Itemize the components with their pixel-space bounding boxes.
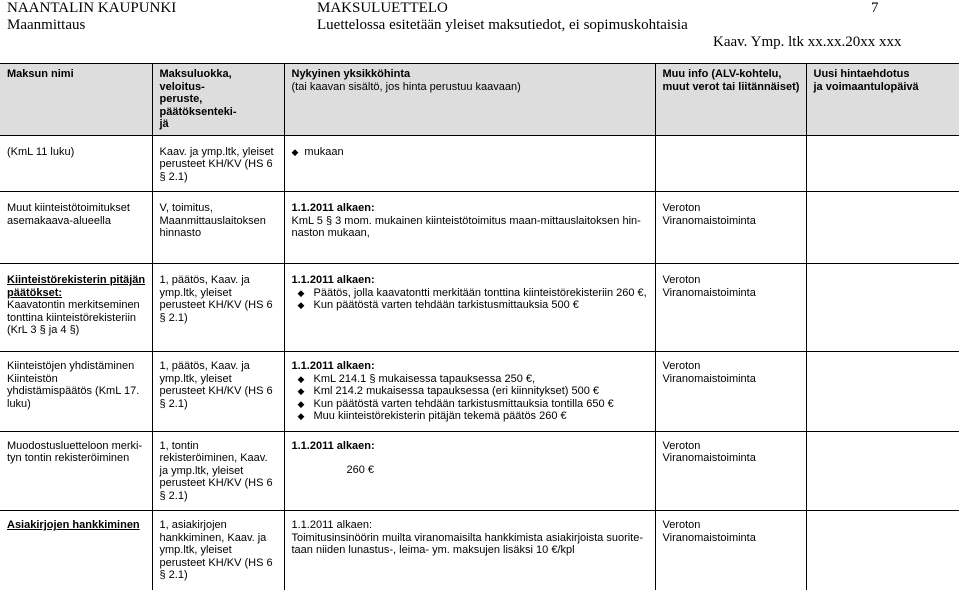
row-activity-type: Viranomaistoiminta	[662, 531, 756, 544]
row-class: 1, asiakirjojen hankkiminen, Kaav. ja ymp.ltk, yleiset perusteet KH/KV (HS 6 § 2.1)	[152, 511, 284, 590]
col-header-price	[284, 64, 655, 136]
row-name	[0, 511, 152, 590]
row-tax-status: Veroton	[662, 274, 701, 286]
row-price-heading: 1.1.2011 alkaen:	[291, 360, 375, 372]
header-page-number: 7	[871, 0, 879, 16]
row-info	[655, 192, 806, 264]
row-price	[284, 192, 655, 264]
row-price-heading: 1.1.2011 alkaen:	[291, 519, 373, 531]
table-header-row	[0, 64, 959, 136]
row-class: V, toimitus, Maanmittauslaitoksen hinnasto	[152, 192, 284, 264]
row-activity-type: Viranomaistoiminta	[662, 286, 756, 299]
header-appendix: MAKSULUETTELO	[317, 0, 448, 16]
row-activity-type: Viranomaistoiminta	[662, 452, 756, 464]
row-price-heading: 1.1.2011 alkaen:	[291, 202, 375, 214]
row-price-heading: 1.1.2011 alkaen:	[291, 439, 375, 452]
col-header-price-note: (tai kaavan sisältö, jos hinta perustuu kaavaan)	[291, 80, 521, 93]
col-header-name: Maksun nimi	[0, 64, 152, 136]
row-info	[655, 264, 806, 352]
table-row	[0, 511, 959, 590]
row-class: Kaav. ja ymp.ltk, yleiset perusteet KH/KV (HS 6 § 2.1)	[152, 135, 284, 192]
col-header-class: Maksuluokka, veloitus- peruste, päätöksenteki- jä	[152, 64, 284, 136]
table-row	[0, 192, 959, 264]
row-info	[655, 352, 806, 432]
row-price-bullets	[292, 287, 649, 312]
row-tax-status: Veroton	[662, 202, 701, 214]
row-price	[284, 264, 655, 352]
row-activity-type: Viranomaistoiminta	[662, 214, 756, 227]
fee-table	[0, 63, 959, 590]
row-tax-status: Veroton	[662, 360, 701, 372]
header-subtitle: Luettelossa esitetään yleiset maksutiedot, ei sopimuskohtaisia	[317, 17, 688, 33]
row-price-text: 260 €	[346, 464, 375, 476]
list-item: ◆ Kml 214.2 mukaisessa tapauksessa (eri kiinnitykset) 500 €	[292, 385, 649, 398]
row-price-bullets	[292, 373, 649, 423]
header-approval: Kaav. Ymp. ltk xx.xx.20xx xxx	[713, 34, 902, 50]
col-header-price-title: Nykyinen yksikköhinta	[291, 68, 411, 80]
row-name: Muodostusluetteloon merki-tyn tontin rekisteröiminen	[7, 439, 143, 464]
header-department: Maanmittaus	[7, 17, 86, 33]
row-activity-type: Viranomaistoiminta	[662, 372, 756, 385]
list-item: ◆ Päätös, jolla kaavatontti merkitään tonttina kiinteistörekisteriin 260 €,	[292, 287, 649, 300]
row-info	[655, 135, 806, 192]
row-new-price	[806, 511, 959, 590]
col-header-info: Muu info (ALV-kohtelu, muut verot tai liitännäiset)	[655, 64, 806, 136]
row-name: Muut kiinteistötoimitukset asemakaava-alueella	[7, 202, 130, 227]
list-item: ◆ Muu kiinteistörekisterin pitäjän tekemä päätös 260 €	[292, 410, 649, 423]
table-row	[0, 264, 959, 352]
row-price	[284, 135, 655, 192]
row-new-price	[806, 135, 959, 192]
row-price	[284, 352, 655, 432]
row-name-title: Asiakirjojen hankkiminen	[7, 519, 140, 531]
row-class: 1, päätös, Kaav. ja ymp.ltk, yleiset perusteet KH/KV (HS 6 § 2.1)	[152, 352, 284, 432]
row-name-title: Kiinteistörekisterin pitäjän päätökset:	[7, 274, 146, 299]
table-row	[0, 135, 959, 192]
row-price-heading: 1.1.2011 alkaen:	[291, 274, 375, 286]
row-name-rest: Kaavatontin merkitseminen tonttina kiinteistörekisteriin (KrL 3 § ja 4 §)	[7, 299, 140, 336]
row-class: 1, tontin rekisteröiminen, Kaav. ja ymp.ltk, yleiset perusteet KH/KV (HS 6 § 2.1)	[152, 431, 284, 511]
list-item: ◆ Kun päätöstä varten tehdään tarkistusmittauksia tontilla 650 €	[292, 398, 649, 411]
row-name: Kiinteistöjen yhdistäminen Kiinteistön yhdistämispäätös (KmL 17. luku)	[7, 360, 140, 410]
row-tax-status: Veroton	[662, 439, 701, 452]
row-price-text: KmL 5 § 3 mom. mukainen kiinteistötoimitus maan-mittauslaitoksen hin-naston mukaan,	[291, 214, 641, 239]
row-new-price	[806, 192, 959, 264]
row-class: 1, päätös, Kaav. ja ymp.ltk, yleiset perusteet KH/KV (HS 6 § 2.1)	[152, 264, 284, 352]
row-info	[655, 511, 806, 590]
row-info	[655, 431, 806, 511]
diamond-bullet-icon	[292, 146, 305, 158]
table-row	[0, 352, 959, 432]
list-item: ◆ KmL 214.1 § mukaisessa tapauksessa 250 €,	[292, 373, 649, 386]
row-price	[284, 431, 655, 511]
row-tax-status: Veroton	[662, 519, 701, 531]
list-item: ◆ Kun päätöstä varten tehdään tarkistusmittauksia 500 €	[292, 299, 649, 312]
header-org: NAANTALIN KAUPUNKI	[7, 0, 177, 16]
row-name	[0, 264, 152, 352]
row-price	[284, 511, 655, 590]
table-row	[0, 431, 959, 511]
row-price-text: mukaan	[304, 145, 344, 158]
col-header-new-price: Uusi hintaehdotus ja voimaantulopäivä	[806, 64, 959, 136]
row-new-price	[806, 431, 959, 511]
row-new-price	[806, 264, 959, 352]
row-price-text: Toimitusinsinöörin muilta viranomaisilta hankkimista asiakirjoista suorite-taan niiden lunastus-, leima- ym. maksujen lisäksi 10 €/kpl	[291, 531, 644, 556]
row-name: (KmL 11 luku)	[7, 145, 75, 158]
row-new-price	[806, 352, 959, 432]
